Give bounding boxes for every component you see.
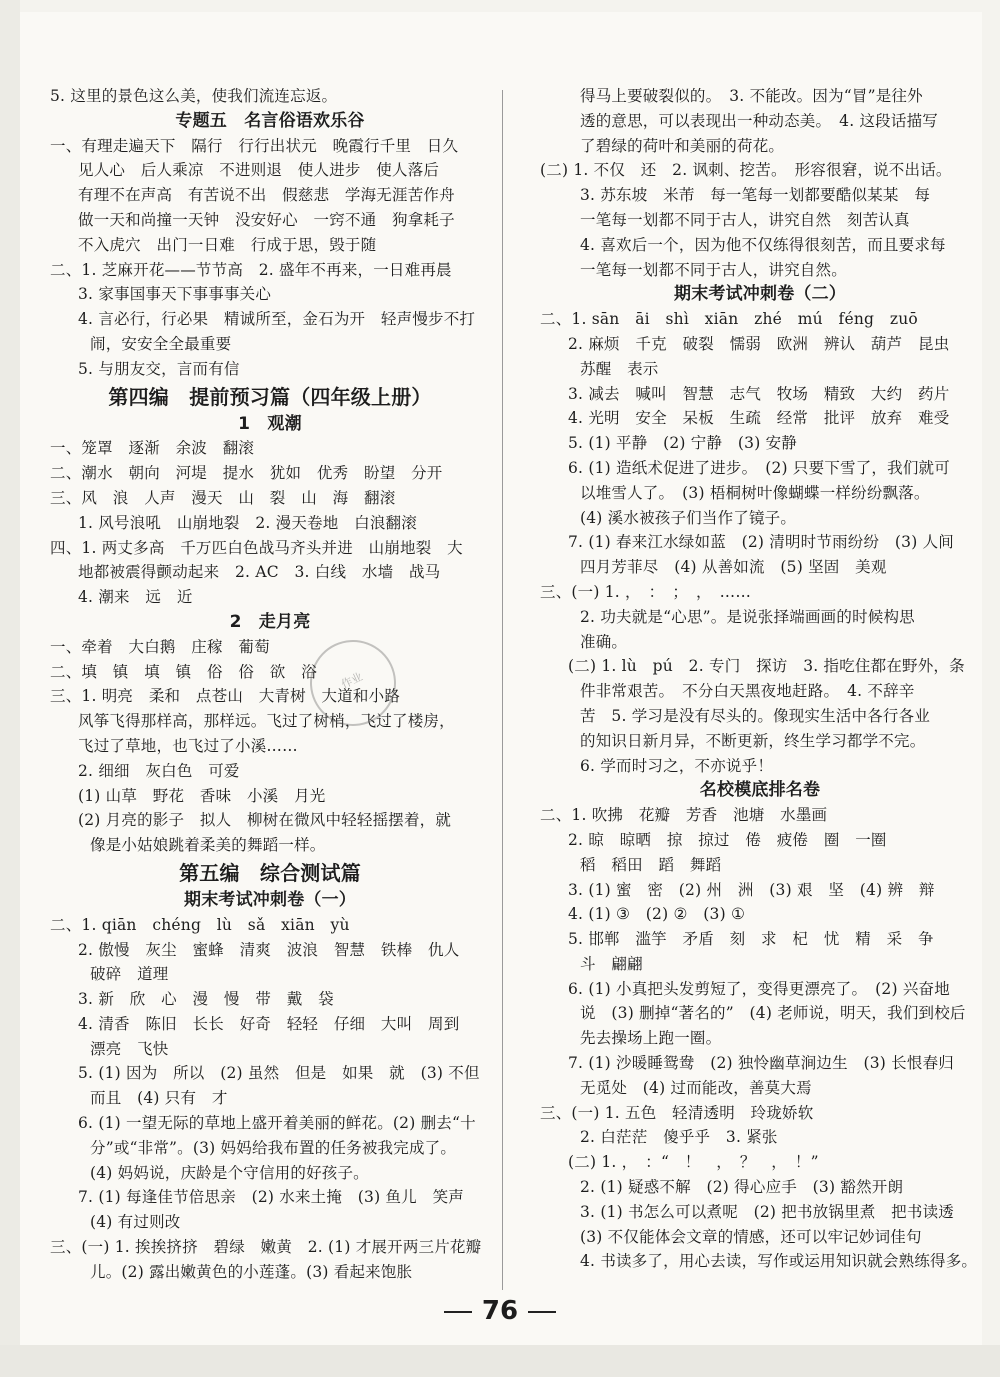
answer-line: 4. 清香 陈旧 长长 好奇 轻轻 仔细 大叫 周到 <box>78 1014 460 1033</box>
section-heading: 专题五 名言俗语欢乐谷 <box>175 110 365 131</box>
homework-stamp: 作业 <box>296 626 410 740</box>
answer-line: 3. 新 欣 心 漫 慢 带 戴 袋 <box>78 990 334 1009</box>
answer-line: 一笔每一划都不同于古人，讲究自然。 <box>580 260 847 279</box>
answer-line: 苦 5. 学习是没有尽头的。像现实生活中各行各业 <box>580 706 931 725</box>
answer-line: 2. 傲慢 灰尘 蜜蜂 清爽 波浪 智慧 铁棒 仇人 <box>78 940 460 959</box>
answer-line: 件非常艰苦。 不分白天黑夜地赶路。 4. 不辞辛 <box>580 682 915 701</box>
answer-line: 2. 细细 灰白色 可爱 <box>78 761 240 780</box>
answer-line: 3. 家事国事天下事事事关心 <box>78 285 272 304</box>
answer-line: 了碧绿的荷叶和美丽的荷花。 <box>580 136 785 155</box>
answer-line: 准确。 <box>580 632 628 651</box>
answer-line: 二、潮水 朝向 河堤 提水 犹如 优秀 盼望 分开 <box>50 464 443 483</box>
answer-line: 6. (1) 造纸术促进了进步。 (2) 只要下雪了，我们就可 <box>568 458 950 477</box>
answer-line: 二、1. 芝麻开花——节节高 2. 盛年不再来，一日难再晨 <box>50 260 452 279</box>
answer-line: (2) 月亮的影子 拟人 柳树在微风中轻轻摇摆着，就 <box>78 811 452 830</box>
answer-line: (4) 溪水被孩子们当作了镜子。 <box>580 508 797 527</box>
answer-line: 二、1. qiān chéng lù sǎ xiān yù <box>50 915 350 934</box>
section-heading: 2 走月亮 <box>229 611 311 632</box>
answer-line: 稻 稻田 蹈 舞蹈 <box>580 855 722 874</box>
answer-line: 四月芳菲尽 (4) 从善如流 (5) 坚固 美观 <box>580 558 887 577</box>
answer-line: 5. 这里的景色这么美，使我们流连忘返。 <box>50 87 338 105</box>
answer-line: 5. 与朋友交，言而有信 <box>78 359 240 378</box>
answer-page <box>20 12 982 1357</box>
section-heading: 第四编 提前预习篇（四年级上册） <box>108 384 432 409</box>
page-number <box>0 1296 1000 1326</box>
section-heading: 期末考试冲刺卷（二） <box>674 284 846 305</box>
answer-line: 有理不在声高 有苦说不出 假慈悲 学海无涯苦作舟 <box>78 186 455 205</box>
answer-line: 4. 潮来 远 近 <box>78 588 193 607</box>
answer-line: (1) 山草 野花 香味 小溪 月光 <box>78 786 326 805</box>
answer-line: 5. 邯郸 滥竽 矛盾 刻 求 杞 忧 精 采 争 <box>568 930 934 949</box>
answer-line: 像是小姑娘跳着柔美的舞蹈一样。 <box>90 836 326 855</box>
answer-line: 4. 光明 安全 呆板 生疏 经常 批评 放弃 难受 <box>568 409 950 428</box>
answer-line: 6. (1) 小真把头发剪短了，变得更漂亮了。 (2) 兴奋地 <box>568 979 950 998</box>
answer-line: 得马上要破裂似的。 3. 不能改。因为“冒”是往外 <box>580 87 923 105</box>
answer-line: 一、笼罩 逐渐 余波 翻滚 <box>50 439 255 458</box>
answer-line: 2. 白茫茫 傻乎乎 3. 紧张 <box>580 1128 778 1147</box>
answer-line: 地都被震得颤动起来 2. AC 3. 白线 水墙 战马 <box>78 563 441 582</box>
section-heading: 期末考试冲刺卷（一） <box>184 889 356 910</box>
answer-line: 不入虎穴 出门一日难 行成于思，毁于随 <box>78 235 377 254</box>
answer-line: 三、(一) 1. 挨挨挤挤 碧绿 嫩黄 2. (1) 才展开两三片花瓣 <box>50 1238 482 1257</box>
answer-line: 7. (1) 每逢佳节倍思亲 (2) 水来土掩 (3) 鱼儿 笑声 <box>78 1188 464 1207</box>
answer-line: 3. 苏东坡 米芾 每一笔每一划都要酷似某某 每 <box>580 186 931 205</box>
answer-line: 三、(一) 1. ， ： ； ， …… <box>540 582 752 601</box>
answer-line: 做一天和尚撞一天钟 没安好心 一窍不通 狗拿耗子 <box>78 210 455 229</box>
answer-line: 透的意思，可以表现出一种动态美。 4. 这段话描写 <box>580 111 938 130</box>
answer-line: 6. (1) 一望无际的草地上盛开着美丽的鲜花。(2) 删去“十 <box>78 1114 476 1133</box>
answer-line: 说 (3) 删掉“著名的” (4) 老师说，明天，我们到校后 <box>580 1004 966 1023</box>
scan-left-edge <box>0 0 20 1377</box>
answer-line: 三、1. 明亮 柔和 点苍山 大青树 大道和小路 <box>50 687 401 706</box>
answer-line: 风筝飞得那样高，那样远。飞过了树梢，飞过了楼房， <box>78 712 455 731</box>
answer-line: 漂亮 飞快 <box>90 1039 169 1058</box>
scan-bottom-edge <box>0 1345 1000 1377</box>
answer-line: 儿。(2) 露出嫩黄色的小莲蓬。(3) 看起来饱胀 <box>90 1262 413 1281</box>
answer-line: 4. 喜欢后一个，因为他不仅练得很刻苦，而且要求每 <box>580 235 946 254</box>
section-heading: 1 观潮 <box>238 413 302 434</box>
section-heading: 第五编 综合测试篇 <box>179 860 361 885</box>
answer-line: 1. 风号浪吼 山崩地裂 2. 漫天卷地 白浪翻滚 <box>78 513 417 532</box>
answer-line: 苏醒 表示 <box>580 359 659 378</box>
answer-line: (4) 妈妈说，庆龄是个守信用的好孩子。 <box>90 1163 369 1182</box>
answer-line: 分”或“非常”。(3) 妈妈给我布置的任务被我完成了。 <box>90 1138 457 1157</box>
answer-line: (二) 1. lù pú 2. 专门 探访 3. 指吃住都在野外，条 <box>568 657 965 676</box>
answer-line: 四、1. 两丈多高 千万匹白色战马齐头并进 山崩地裂 大 <box>50 538 463 557</box>
answer-line: 4. (1) ③ (2) ② (3) ① <box>568 905 746 924</box>
answer-line: (二) 1. 不仅 还 2. 讽刺、挖苦。 形容很窘，说不出话。 <box>540 161 952 180</box>
answer-line: 2. 功夫就是“心思”。是说张择端画画的时候构思 <box>580 607 915 626</box>
answer-line: 一、牵着 大白鹅 庄稼 葡萄 <box>50 637 270 656</box>
answer-line: 二、1. sān āi shì xiān zhé mú féng zuō <box>540 310 918 329</box>
page-number-dash-left <box>444 1311 472 1313</box>
answer-line: 的知识日新月异，不断更新，终生学习都学不完。 <box>580 731 926 750</box>
answer-line: 5. (1) 因为 所以 (2) 虽然 但是 如果 就 (3) 不但 <box>78 1064 480 1083</box>
answer-line: 飞过了草地，也飞过了小溪…… <box>78 736 298 755</box>
column-divider <box>502 90 503 1290</box>
answer-line: 3. 减去 喊叫 智慧 志气 牧场 精致 大约 药片 <box>568 384 950 403</box>
answer-line: 而且 (4) 只有 才 <box>90 1089 228 1108</box>
answer-line: 无觅处 (4) 过而能改，善莫大焉 <box>580 1078 812 1097</box>
answer-line: 7. (1) 沙暖睡鸳鸯 (2) 独怜幽草涧边生 (3) 长恨春归 <box>568 1054 954 1073</box>
answer-line: 6. 学而时习之，不亦说乎！ <box>580 756 774 775</box>
answer-line: 4. 书读多了，用心去读，写作或运用知识就会熟练得多。 <box>580 1252 978 1271</box>
answer-line: 三、风 浪 人声 漫天 山 裂 山 海 翻滚 <box>50 488 396 507</box>
section-heading: 名校模底排名卷 <box>699 780 821 801</box>
answer-line: 一、有理走遍天下 隔行 行行出状元 晚霞行千里 日久 <box>50 136 459 155</box>
answer-line: 3. (1) 书怎么可以煮呢 (2) 把书放锅里煮 把书读透 <box>580 1202 954 1221</box>
left-column <box>50 84 490 1285</box>
answer-line: 二、填 镇 填 镇 俗 俗 欲 浴 <box>50 662 317 681</box>
answer-line: 以堆雪人了。 (3) 梧桐树叶像蝴蝶一样纷纷飘落。 <box>580 483 930 502</box>
answer-line: 3. (1) 蜜 密 (2) 州 洲 (3) 艰 坚 (4) 辨 辩 <box>568 880 935 899</box>
right-column <box>540 84 980 1274</box>
answer-line: (3) 不仅能体会文章的情感，还可以牢记妙词佳句 <box>580 1227 922 1246</box>
answer-line: 闹，安安全全最重要 <box>90 334 232 353</box>
answer-line: 7. (1) 春来江水绿如蓝 (2) 清明时节雨纷纷 (3) 人间 <box>568 533 954 552</box>
answer-line: 4. 言必行，行必果 精诚所至，金石为开 轻声慢步不打 <box>78 310 476 329</box>
answer-line: 2. 晾 晾晒 掠 掠过 倦 疲倦 圈 一圈 <box>568 830 887 849</box>
answer-line: 5. (1) 平静 (2) 宁静 (3) 安静 <box>568 434 797 453</box>
page-number-value: 76 <box>481 1296 519 1326</box>
page-number-dash-right <box>528 1311 556 1313</box>
answer-line: 斗 翩翩 <box>580 954 643 973</box>
answer-line: 先去操场上跑一圈。 <box>580 1029 722 1048</box>
answer-line: (4) 有过则改 <box>90 1213 181 1232</box>
answer-line: 三、(一) 1. 五色 轻清透明 玲珑娇软 <box>540 1103 814 1122</box>
answer-line: 见人心 后人乘凉 不进则退 使人进步 使人落后 <box>78 161 440 180</box>
answer-line: 2. 麻烦 千克 破裂 懦弱 欧洲 辨认 葫芦 昆虫 <box>568 334 950 353</box>
answer-line: (二) 1. ， ：“ ！ ， ？ ， ！” <box>568 1153 819 1172</box>
answer-line: 破碎 道理 <box>90 965 169 984</box>
answer-line: 2. (1) 疑惑不解 (2) 得心应手 (3) 豁然开朗 <box>580 1178 904 1197</box>
answer-line: 二、1. 吹拂 花瓣 芳香 池塘 水墨画 <box>540 806 828 825</box>
answer-line: 一笔每一划都不同于古人，讲究自然 刻苦认真 <box>580 210 910 229</box>
